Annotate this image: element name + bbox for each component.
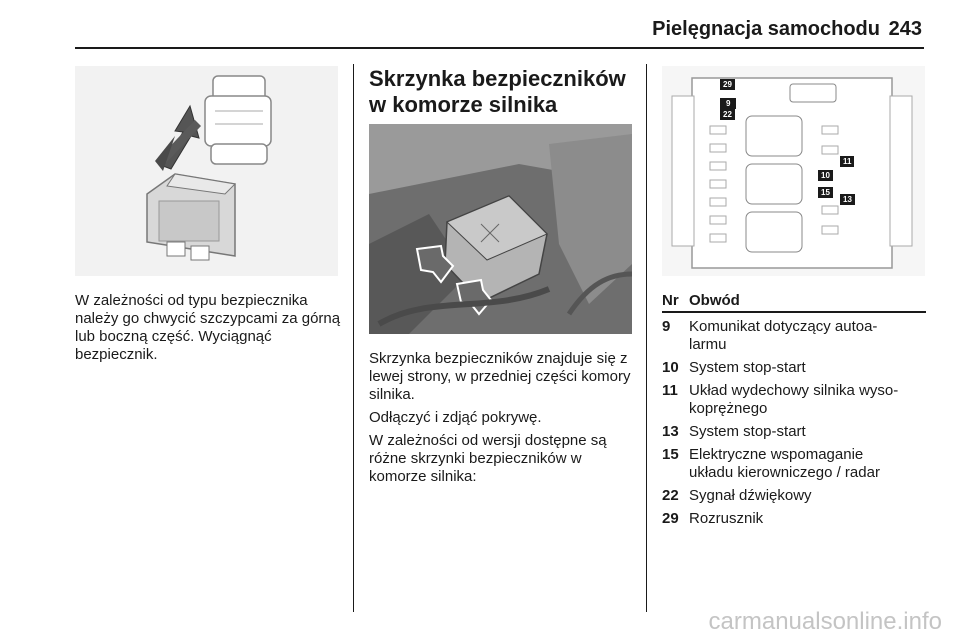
section-heading: Skrzynka bezpieczników w komorze silnika — [369, 66, 626, 117]
fuse-label-9: 9 — [720, 98, 736, 109]
row-circuit: System stop-start — [689, 423, 806, 440]
fuse-label-11: 11 — [840, 156, 854, 167]
page-header-title: Pielęgnacja samochodu — [652, 18, 880, 40]
page-number: 243 — [888, 18, 922, 40]
row-nr: 9 — [662, 318, 671, 335]
fuse-label-29: 29 — [720, 79, 735, 90]
table-row — [662, 446, 926, 482]
row-nr: 22 — [662, 487, 679, 504]
column-divider-left — [353, 64, 354, 612]
remove-cover-paragraph: Odłączyć i zdjąć pokrywę. — [369, 409, 542, 426]
fusebox-location-paragraph: Skrzynka bezpieczników znajduje się z lewej strony, w przedniej części komory silnika. — [369, 350, 631, 403]
header-circuit: Obwód — [689, 292, 740, 309]
row-nr: 29 — [662, 510, 679, 527]
fuse-removal-paragraph: W zależności od typu bezpiecznika należy go chwycić szczypcami za górną lub boczną część. Wyciągnąć bezpiecznik. — [75, 292, 341, 363]
header-rule — [75, 47, 924, 49]
table-row — [662, 510, 926, 528]
fuse-table — [662, 292, 926, 528]
row-nr: 10 — [662, 359, 679, 376]
column-divider-right — [646, 64, 647, 612]
fuse-removal-illustration — [75, 66, 338, 276]
row-nr: 13 — [662, 423, 679, 440]
row-nr: 15 — [662, 446, 679, 463]
row-circuit: Układ wydechowy silnika wyso- koprężnego — [689, 382, 899, 417]
row-circuit: Sygnał dźwiękowy — [689, 487, 812, 504]
table-row — [662, 423, 926, 441]
row-circuit: Komunikat dotyczący autoa- larmu — [689, 318, 878, 353]
table-row — [662, 359, 926, 377]
fuse-label-10: 10 — [818, 170, 833, 181]
table-row — [662, 382, 926, 418]
versions-paragraph: W zależności od wersji dostępne są różne skrzynki bezpieczników w komorze silnika: — [369, 432, 607, 485]
table-row — [662, 487, 926, 505]
row-circuit: Rozrusznik — [689, 510, 764, 527]
row-nr: 11 — [662, 382, 678, 399]
watermark-link[interactable]: carmanualsonline.info — [708, 608, 942, 635]
table-row — [662, 318, 926, 354]
row-circuit: Elektryczne wspomaganie układu kierowniczego / radar — [689, 446, 880, 481]
header-nr: Nr — [662, 292, 679, 309]
fuse-label-22: 22 — [720, 109, 735, 120]
fuse-box-diagram — [662, 66, 925, 276]
engine-compartment-photo — [369, 124, 632, 334]
fuse-label-13: 13 — [840, 194, 855, 205]
row-circuit: System stop-start — [689, 359, 806, 376]
table-header — [662, 292, 926, 313]
fuse-label-15: 15 — [818, 187, 833, 198]
